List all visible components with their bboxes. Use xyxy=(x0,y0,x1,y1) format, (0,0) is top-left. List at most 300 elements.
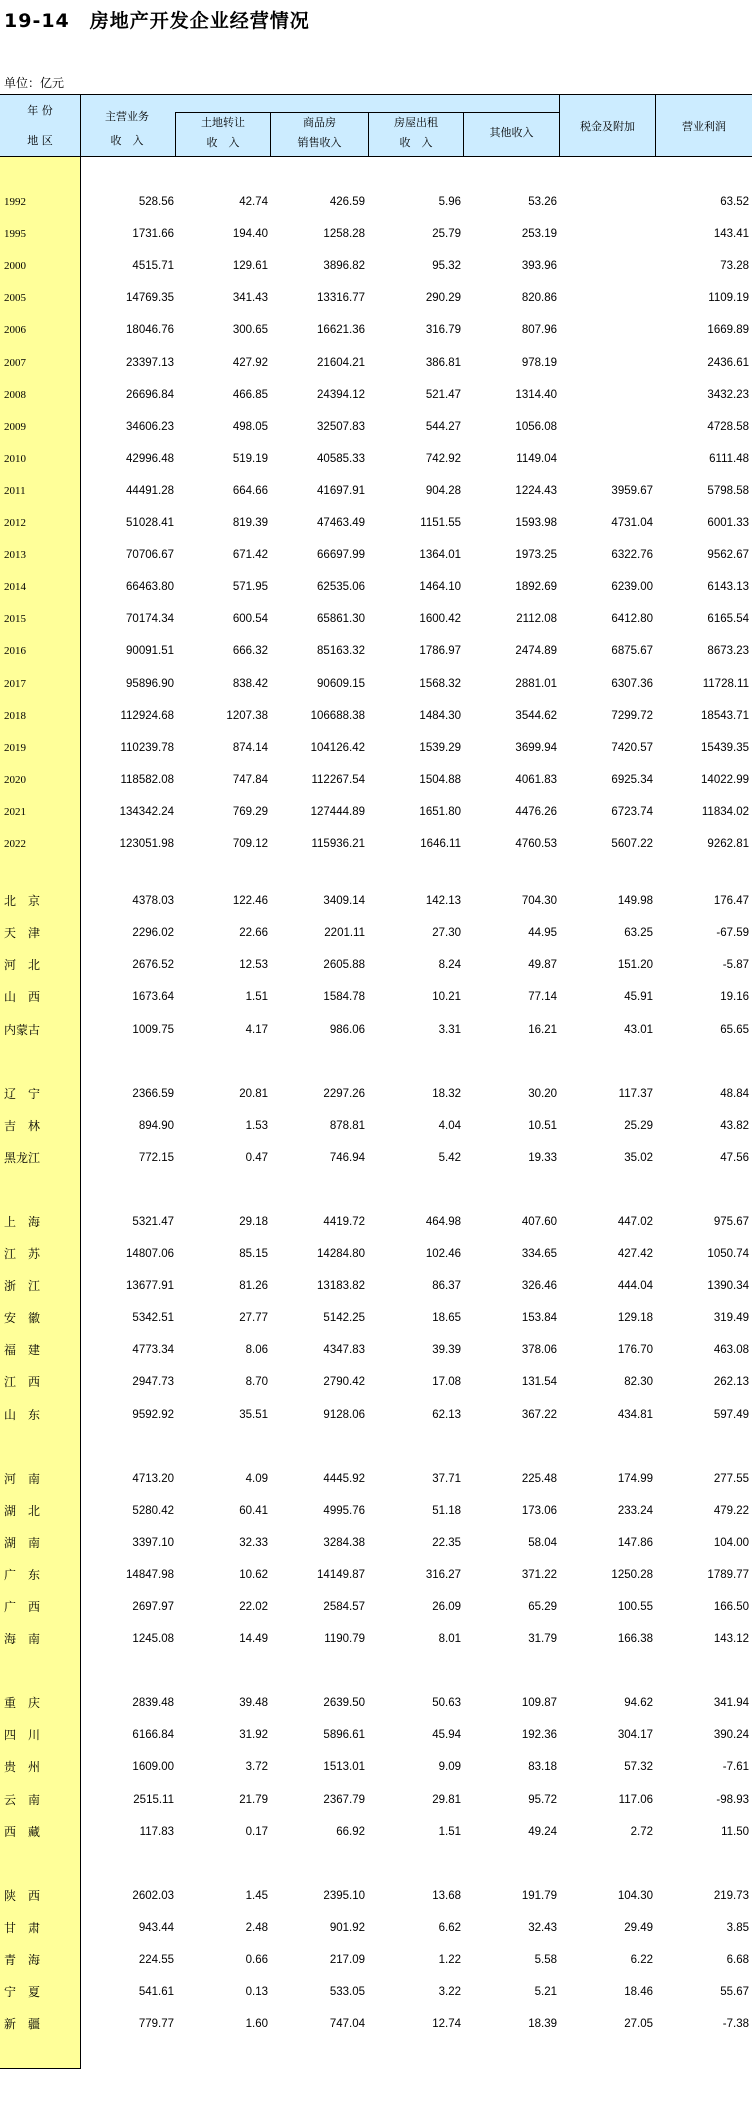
cell-housing-revenue: 5142.25 xyxy=(323,1312,365,1325)
cell-housing-revenue: 16621.36 xyxy=(317,324,365,337)
cell-tax: 6875.67 xyxy=(611,645,653,658)
cell-other-revenue: 2474.89 xyxy=(515,645,557,658)
region-label: 湖 南 xyxy=(4,1535,41,1550)
cell-other-revenue: 131.54 xyxy=(521,1376,557,1389)
cell-profit: 463.08 xyxy=(713,1344,749,1357)
cell-main-revenue: 2515.11 xyxy=(133,1793,174,1806)
cell-land-revenue: 819.39 xyxy=(232,517,268,529)
cell-tax: 45.91 xyxy=(624,991,653,1004)
cell-rent-revenue: 142.13 xyxy=(425,895,461,908)
cell-main-revenue: 5280.42 xyxy=(132,1504,174,1517)
header-divider xyxy=(463,112,464,156)
cell-housing-revenue: 41697.91 xyxy=(317,484,365,497)
cell-housing-revenue: 1584.78 xyxy=(323,991,365,1004)
region-label: 新 疆 xyxy=(4,2017,41,2032)
cell-housing-revenue: 2367.79 xyxy=(323,1793,365,1806)
cell-profit: 1050.74 xyxy=(707,1248,749,1260)
cell-other-revenue: 225.48 xyxy=(521,1472,557,1485)
header-rent-bottom: 收 入 xyxy=(399,136,433,149)
cell-other-revenue: 65.29 xyxy=(528,1601,557,1613)
cell-profit: -7.61 xyxy=(722,1761,749,1774)
cell-tax: 447.02 xyxy=(617,1215,653,1228)
cell-main-revenue: 2296.02 xyxy=(132,927,174,940)
cell-land-revenue: 35.51 xyxy=(239,1408,268,1421)
table-row xyxy=(0,1816,752,1848)
year-label: 2018 xyxy=(4,709,26,722)
cell-profit: 390.24 xyxy=(713,1729,749,1742)
cell-rent-revenue: 1.51 xyxy=(438,1825,461,1838)
cell-rent-revenue: 1651.80 xyxy=(419,805,461,818)
cell-housing-revenue: 4347.83 xyxy=(323,1344,365,1357)
cell-other-revenue: 53.26 xyxy=(528,196,557,208)
cell-rent-revenue: 37.71 xyxy=(432,1472,461,1485)
cell-main-revenue: 1731.66 xyxy=(132,228,174,241)
cell-land-revenue: 4.17 xyxy=(245,1023,268,1036)
cell-rent-revenue: 1600.42 xyxy=(419,613,461,626)
cell-profit: 479.22 xyxy=(713,1504,749,1517)
table-row xyxy=(0,1110,752,1142)
cell-land-revenue: 1207.38 xyxy=(226,709,268,722)
cell-tax: 7299.72 xyxy=(611,709,653,722)
cell-rent-revenue: 22.35 xyxy=(432,1536,461,1549)
cell-housing-revenue: 4419.72 xyxy=(323,1215,365,1228)
cell-housing-revenue: 2201.11 xyxy=(324,927,365,940)
cell-main-revenue: 5321.47 xyxy=(132,1215,174,1228)
table-row xyxy=(0,571,752,603)
region-label: 山 西 xyxy=(4,990,41,1005)
cell-profit: 319.49 xyxy=(713,1312,749,1325)
region-label: 辽 宁 xyxy=(4,1086,41,1101)
table-row xyxy=(0,1976,752,2008)
cell-tax: 7420.57 xyxy=(611,741,653,754)
cell-land-revenue: 666.32 xyxy=(232,645,268,658)
year-label: 2016 xyxy=(4,645,26,658)
cell-housing-revenue: 127444.89 xyxy=(310,805,365,818)
cell-profit: 597.49 xyxy=(713,1408,749,1421)
cell-housing-revenue: 13183.82 xyxy=(317,1280,365,1293)
year-label: 2020 xyxy=(4,773,26,786)
cell-main-revenue: 2602.03 xyxy=(132,1889,174,1902)
cell-main-revenue: 224.55 xyxy=(138,1953,174,1966)
cell-land-revenue: 29.18 xyxy=(239,1215,268,1228)
cell-profit: 63.52 xyxy=(720,196,749,208)
cell-profit: 1669.89 xyxy=(707,324,749,337)
cell-rent-revenue: 18.65 xyxy=(432,1312,461,1325)
cell-other-revenue: 807.96 xyxy=(521,324,557,337)
cell-main-revenue: 2697.97 xyxy=(132,1601,174,1613)
cell-other-revenue: 191.79 xyxy=(521,1889,557,1902)
year-label: 2005 xyxy=(4,292,26,305)
header-stub-year: 年 份 xyxy=(27,104,53,117)
table-row xyxy=(0,1399,752,1431)
cell-profit: 3432.23 xyxy=(707,388,749,401)
cell-tax: 35.02 xyxy=(624,1151,653,1164)
table-row xyxy=(0,1463,752,1495)
cell-other-revenue: 2881.01 xyxy=(515,677,557,690)
cell-land-revenue: 874.14 xyxy=(232,741,268,754)
table-row xyxy=(0,1591,752,1623)
header-profit: 营业利润 xyxy=(682,120,726,133)
cell-main-revenue: 51028.41 xyxy=(126,517,174,529)
table-header xyxy=(0,94,752,156)
cell-land-revenue: 14.49 xyxy=(239,1633,268,1646)
cell-tax: 27.05 xyxy=(624,2018,653,2031)
cell-profit: 975.67 xyxy=(713,1215,749,1228)
cell-other-revenue: 5.58 xyxy=(534,1953,557,1966)
cell-other-revenue: 4760.53 xyxy=(515,838,557,850)
cell-profit: 176.47 xyxy=(713,895,749,908)
cell-tax: 149.98 xyxy=(617,895,653,908)
cell-tax: 25.29 xyxy=(624,1119,653,1132)
cell-main-revenue: 943.44 xyxy=(138,1921,174,1934)
region-label: 广 东 xyxy=(4,1567,41,1582)
cell-tax: 18.46 xyxy=(624,1986,653,1998)
cell-rent-revenue: 45.94 xyxy=(432,1729,461,1742)
cell-land-revenue: 27.77 xyxy=(239,1312,268,1325)
cell-land-revenue: 85.15 xyxy=(239,1248,268,1260)
cell-profit: -7.38 xyxy=(722,2018,749,2031)
cell-housing-revenue: 901.92 xyxy=(329,1921,365,1934)
cell-other-revenue: 820.86 xyxy=(521,292,557,305)
page-title: 19-14 房地产开发企业经营情况 xyxy=(4,10,310,32)
header-divider xyxy=(655,94,656,156)
cell-tax: 176.70 xyxy=(617,1344,653,1357)
cell-other-revenue: 32.43 xyxy=(528,1921,557,1934)
cell-land-revenue: 194.40 xyxy=(232,228,268,241)
table-row xyxy=(0,1880,752,1912)
table-row xyxy=(0,1238,752,1270)
cell-other-revenue: 704.30 xyxy=(521,895,557,908)
year-label: 2008 xyxy=(4,388,26,401)
cell-tax: 63.25 xyxy=(624,927,653,940)
year-label: 2013 xyxy=(4,549,26,562)
cell-housing-revenue: 32507.83 xyxy=(317,420,365,433)
cell-housing-revenue: 13316.77 xyxy=(317,292,365,305)
cell-other-revenue: 83.18 xyxy=(528,1761,557,1774)
cell-housing-revenue: 115936.21 xyxy=(311,838,365,850)
table-row xyxy=(0,314,752,346)
cell-main-revenue: 3397.10 xyxy=(132,1536,174,1549)
cell-main-revenue: 5342.51 xyxy=(132,1312,174,1325)
table-row xyxy=(0,1366,752,1398)
cell-profit: 143.41 xyxy=(713,228,749,241)
cell-land-revenue: 22.66 xyxy=(239,927,268,940)
region-label: 内蒙古 xyxy=(4,1022,41,1037)
cell-rent-revenue: 3.31 xyxy=(438,1023,461,1036)
cell-housing-revenue: 1258.28 xyxy=(323,228,365,241)
cell-other-revenue: 326.46 xyxy=(521,1280,557,1293)
cell-rent-revenue: 95.32 xyxy=(432,260,461,273)
cell-other-revenue: 77.14 xyxy=(528,991,557,1004)
region-label: 北 京 xyxy=(4,894,41,909)
cell-tax: 117.06 xyxy=(618,1793,653,1806)
cell-housing-revenue: 217.09 xyxy=(329,1953,365,1966)
cell-main-revenue: 4713.20 xyxy=(132,1472,174,1485)
table-row xyxy=(0,917,752,949)
cell-tax: 129.18 xyxy=(617,1312,653,1325)
cell-profit: 6001.33 xyxy=(707,517,749,529)
cell-housing-revenue: 3284.38 xyxy=(323,1536,365,1549)
cell-main-revenue: 2839.48 xyxy=(132,1697,174,1710)
cell-land-revenue: 42.74 xyxy=(239,196,268,208)
cell-profit: 4728.58 xyxy=(707,420,749,433)
cell-main-revenue: 14847.98 xyxy=(126,1568,174,1581)
year-label: 2017 xyxy=(4,677,26,690)
cell-other-revenue: 393.96 xyxy=(521,260,557,273)
table-row xyxy=(0,347,752,379)
cell-housing-revenue: 2395.10 xyxy=(323,1889,365,1902)
cell-tax: 6239.00 xyxy=(611,581,653,594)
cell-land-revenue: 8.06 xyxy=(245,1344,268,1357)
cell-main-revenue: 2676.52 xyxy=(132,959,174,972)
table-row xyxy=(0,1912,752,1944)
table-row xyxy=(0,443,752,475)
cell-tax: 94.62 xyxy=(624,1697,653,1710)
cell-housing-revenue: 2639.50 xyxy=(323,1697,365,1710)
table-row xyxy=(0,1206,752,1238)
cell-land-revenue: 0.47 xyxy=(245,1151,268,1164)
cell-land-revenue: 21.79 xyxy=(239,1793,268,1806)
cell-land-revenue: 769.29 xyxy=(232,805,268,818)
cell-housing-revenue: 533.05 xyxy=(329,1986,365,1998)
region-label: 浙 江 xyxy=(4,1279,41,1294)
cell-rent-revenue: 17.08 xyxy=(432,1376,461,1389)
cell-main-revenue: 2366.59 xyxy=(132,1087,174,1100)
cell-land-revenue: 747.84 xyxy=(232,773,268,786)
table-row xyxy=(0,981,752,1013)
region-label: 河 北 xyxy=(4,958,41,973)
cell-housing-revenue: 4445.92 xyxy=(323,1472,365,1485)
table-row xyxy=(0,1078,752,1110)
cell-profit: 6143.13 xyxy=(707,581,749,594)
cell-other-revenue: 1593.98 xyxy=(515,517,557,529)
cell-rent-revenue: 8.24 xyxy=(438,959,461,972)
cell-rent-revenue: 27.30 xyxy=(432,927,461,940)
cell-housing-revenue: 3896.82 xyxy=(323,260,365,273)
region-label: 四 川 xyxy=(4,1728,41,1743)
header-divider xyxy=(368,112,369,156)
cell-profit: 143.12 xyxy=(713,1633,749,1646)
cell-main-revenue: 6166.84 xyxy=(132,1729,174,1742)
table-row xyxy=(0,218,752,250)
header-divider xyxy=(559,94,560,156)
cell-rent-revenue: 316.79 xyxy=(425,324,461,337)
cell-housing-revenue: 40585.33 xyxy=(317,452,365,465)
cell-rent-revenue: 102.46 xyxy=(425,1248,461,1260)
cell-main-revenue: 528.56 xyxy=(138,196,174,208)
cell-main-revenue: 95896.90 xyxy=(126,677,174,690)
cell-other-revenue: 1973.25 xyxy=(515,549,557,562)
cell-profit: 48.84 xyxy=(720,1087,749,1100)
cell-land-revenue: 671.42 xyxy=(232,549,268,562)
cell-main-revenue: 9592.92 xyxy=(132,1408,174,1421)
cell-land-revenue: 519.19 xyxy=(232,452,268,465)
cell-rent-revenue: 6.62 xyxy=(438,1921,461,1934)
cell-rent-revenue: 544.27 xyxy=(425,420,461,433)
cell-housing-revenue: 14284.80 xyxy=(317,1248,365,1260)
cell-main-revenue: 34606.23 xyxy=(126,420,174,433)
cell-other-revenue: 49.87 xyxy=(528,959,557,972)
header-main-top: 主营业务 xyxy=(105,110,149,123)
year-label: 2006 xyxy=(4,324,26,337)
cell-profit: -5.87 xyxy=(722,959,749,972)
region-label: 云 南 xyxy=(4,1792,41,1807)
header-tax: 税金及附加 xyxy=(580,120,635,133)
cell-tax: 29.49 xyxy=(624,1921,653,1934)
cell-rent-revenue: 1464.10 xyxy=(419,581,461,594)
cell-tax: 3959.67 xyxy=(611,484,653,497)
year-label: 2022 xyxy=(4,838,26,850)
table-row xyxy=(0,1014,752,1046)
cell-land-revenue: 1.60 xyxy=(245,2018,268,2031)
cell-tax: 104.30 xyxy=(617,1889,653,1902)
table-row xyxy=(0,539,752,571)
table-row xyxy=(0,282,752,314)
cell-profit: 104.00 xyxy=(713,1536,749,1549)
cell-rent-revenue: 13.68 xyxy=(432,1889,461,1902)
cell-other-revenue: 31.79 xyxy=(528,1633,557,1646)
year-label: 2009 xyxy=(4,420,26,433)
table-row xyxy=(0,668,752,700)
cell-profit: 11728.11 xyxy=(702,677,749,690)
cell-land-revenue: 0.17 xyxy=(245,1825,268,1838)
cell-main-revenue: 541.61 xyxy=(138,1986,174,1998)
table-row xyxy=(0,250,752,282)
cell-land-revenue: 10.62 xyxy=(239,1568,268,1581)
cell-main-revenue: 118582.08 xyxy=(120,773,174,786)
cell-main-revenue: 4515.71 xyxy=(132,260,174,273)
region-label: 青 海 xyxy=(4,1952,41,1967)
year-label: 2015 xyxy=(4,613,26,626)
cell-tax: 151.20 xyxy=(617,959,653,972)
table-row xyxy=(0,603,752,635)
table-row xyxy=(0,186,752,218)
cell-land-revenue: 600.54 xyxy=(232,613,268,626)
region-label: 安 徽 xyxy=(4,1311,41,1326)
cell-other-revenue: 1224.43 xyxy=(515,484,557,497)
cell-other-revenue: 334.65 xyxy=(521,1248,557,1260)
cell-profit: 1390.34 xyxy=(707,1280,749,1293)
cell-profit: 55.67 xyxy=(720,1986,749,1998)
table-bottom-rule xyxy=(0,2068,80,2069)
cell-other-revenue: 58.04 xyxy=(528,1536,557,1549)
cell-land-revenue: 122.46 xyxy=(232,895,268,908)
cell-main-revenue: 4773.34 xyxy=(132,1344,174,1357)
cell-profit: 43.82 xyxy=(720,1119,749,1132)
cell-land-revenue: 498.05 xyxy=(232,420,268,433)
cell-other-revenue: 253.19 xyxy=(521,228,557,241)
cell-main-revenue: 66463.80 xyxy=(126,581,174,594)
cell-housing-revenue: 21604.21 xyxy=(317,356,365,369)
cell-rent-revenue: 9.09 xyxy=(438,1761,461,1774)
cell-land-revenue: 0.13 xyxy=(245,1986,268,1998)
cell-main-revenue: 112924.68 xyxy=(120,709,174,722)
region-label: 宁 夏 xyxy=(4,1985,41,1999)
cell-land-revenue: 22.02 xyxy=(239,1601,268,1613)
region-label: 甘 肃 xyxy=(4,1920,41,1935)
cell-tax: 6307.36 xyxy=(611,677,653,690)
region-label: 天 津 xyxy=(4,926,41,941)
cell-main-revenue: 4378.03 xyxy=(132,895,174,908)
cell-profit: 6.68 xyxy=(726,1953,749,1966)
cell-housing-revenue: 112267.54 xyxy=(311,773,365,786)
cell-main-revenue: 44491.28 xyxy=(126,484,174,497)
cell-profit: 14022.99 xyxy=(701,773,749,786)
cell-main-revenue: 26696.84 xyxy=(126,388,174,401)
cell-main-revenue: 70174.34 xyxy=(126,613,174,626)
region-label: 上 海 xyxy=(4,1214,41,1229)
cell-land-revenue: 1.51 xyxy=(245,991,268,1004)
header-housing-top: 商品房 xyxy=(303,116,336,129)
cell-land-revenue: 3.72 xyxy=(245,1761,268,1774)
table-row xyxy=(0,1751,752,1783)
cell-other-revenue: 30.20 xyxy=(528,1087,557,1100)
header-housing-bottom: 销售收入 xyxy=(297,136,342,149)
table-row xyxy=(0,1495,752,1527)
table-row xyxy=(0,1784,752,1816)
cell-tax: 82.30 xyxy=(624,1376,653,1389)
header-other: 其他收入 xyxy=(489,126,534,139)
cell-other-revenue: 367.22 xyxy=(521,1408,557,1421)
cell-rent-revenue: 1484.30 xyxy=(419,709,461,722)
cell-profit: -98.93 xyxy=(716,1793,749,1806)
table-row xyxy=(0,1334,752,1366)
cell-rent-revenue: 1.22 xyxy=(438,1953,461,1966)
table-row xyxy=(0,2008,752,2040)
table-row xyxy=(0,885,752,917)
cell-land-revenue: 129.61 xyxy=(232,260,268,273)
cell-land-revenue: 709.12 xyxy=(232,838,268,850)
cell-housing-revenue: 878.81 xyxy=(329,1119,365,1132)
region-label: 重 庆 xyxy=(4,1696,41,1711)
cell-housing-revenue: 746.94 xyxy=(329,1151,365,1164)
cell-other-revenue: 3544.62 xyxy=(515,709,557,722)
cell-tax: 6412.80 xyxy=(611,613,653,626)
table-row xyxy=(0,507,752,539)
cell-housing-revenue: 65861.30 xyxy=(317,613,365,626)
cell-other-revenue: 44.95 xyxy=(528,927,557,940)
table-row xyxy=(0,732,752,764)
cell-tax: 6322.76 xyxy=(611,549,653,562)
cell-rent-revenue: 3.22 xyxy=(438,1986,461,1998)
cell-land-revenue: 81.26 xyxy=(239,1280,268,1293)
table-row xyxy=(0,475,752,507)
year-label: 2019 xyxy=(4,741,26,754)
cell-housing-revenue: 5896.61 xyxy=(323,1729,365,1742)
cell-other-revenue: 3699.94 xyxy=(515,741,557,754)
cell-other-revenue: 192.36 xyxy=(521,1729,557,1742)
table-row xyxy=(0,949,752,981)
cell-other-revenue: 5.21 xyxy=(534,1986,557,1998)
region-label: 吉 林 xyxy=(4,1118,41,1133)
cell-other-revenue: 173.06 xyxy=(521,1504,557,1517)
cell-main-revenue: 23397.13 xyxy=(126,356,174,369)
cell-housing-revenue: 426.59 xyxy=(329,196,365,208)
cell-main-revenue: 18046.76 xyxy=(126,324,174,337)
cell-land-revenue: 32.33 xyxy=(239,1536,268,1549)
header-main-bottom: 收 入 xyxy=(110,134,144,147)
cell-land-revenue: 341.43 xyxy=(232,292,268,305)
cell-tax: 4731.04 xyxy=(611,517,653,529)
cell-main-revenue: 2947.73 xyxy=(132,1376,174,1389)
year-label: 1992 xyxy=(4,196,26,208)
cell-other-revenue: 378.06 xyxy=(521,1344,557,1357)
cell-rent-revenue: 51.18 xyxy=(432,1504,461,1517)
table-row xyxy=(0,1559,752,1591)
cell-land-revenue: 4.09 xyxy=(245,1472,268,1485)
cell-other-revenue: 1314.40 xyxy=(515,388,557,401)
table-row xyxy=(0,1302,752,1334)
